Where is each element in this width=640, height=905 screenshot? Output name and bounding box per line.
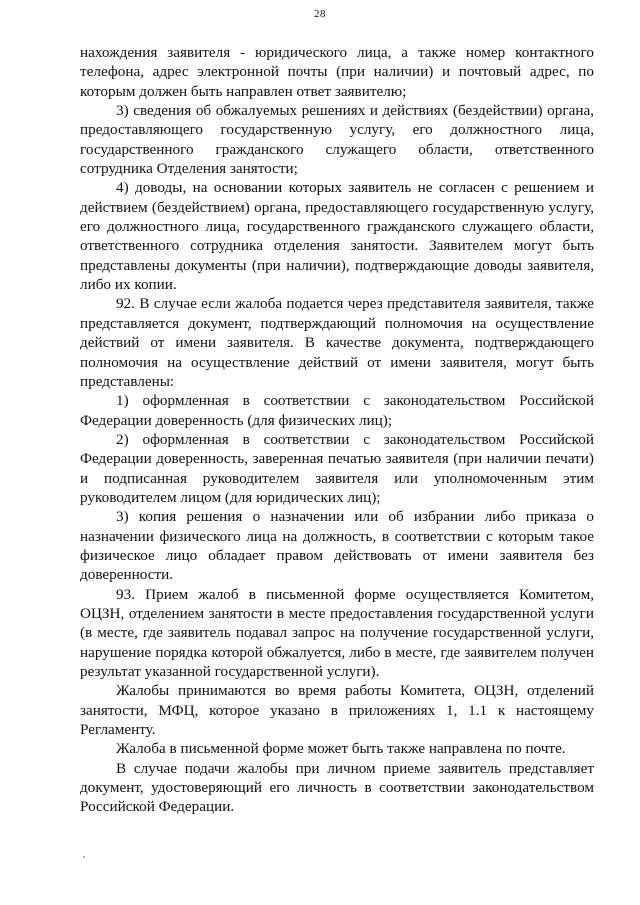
- paragraph-identity-document: В случае подачи жалобы при личном приеме заявитель представляет документ, удостоверяющий его личность в соответствии законодательством Российской Федерации.: [80, 759, 594, 816]
- paragraph-item-4-arguments: 4) доводы, на основании которых заявитель не согласен с решением и действием (бездействием) органа, предоставляющего государственную услугу, его должностного лица, государственного гражданского служащего области, ответственного сотрудника отделения занятости. Заявителем могут быть представлены документы (при наличии), подтверждающие доводы заявителя, либо их копии.: [80, 179, 594, 294]
- paragraph-92-item-2: 2) оформленная в соответствии с законодательством Российской Федерации доверенность, заверенная печатью заявителя (при наличии печати) и подписанная руководителем заявителя или уполномоченным этим руководителем лицом (для юридических лиц);: [80, 430, 594, 506]
- paragraph-working-hours: Жалобы принимаются во время работы Комитета, ОЦЗН, отделений занятости, МФЦ, которое указано в приложениях 1, 1.1 к настоящему Регламенту.: [80, 682, 594, 739]
- paragraph-92-representative: 92. В случае если жалоба подается через представителя заявителя, также представляется документ, подтверждающий полномочия на осуществление действий от имени заявителя. В качестве документа, подтверждающего полномочия на осуществление действий от имени заявителя, могут быть представлены:: [80, 295, 594, 390]
- paragraph-item-3-appealed-decisions: 3) сведения об обжалуемых решениях и действиях (бездействии) органа, предоставляющего государственную услугу, его должностного лица, государственного гражданского служащего области, ответственного сотрудника Отделения занятости;: [80, 102, 594, 178]
- page-number: 28: [314, 8, 326, 20]
- paragraph-by-mail: Жалоба в письменной форме может быть также направлена по почте.: [116, 740, 566, 758]
- scan-speck: [83, 856, 85, 858]
- paragraph-92-item-1: 1) оформленная в соответствии с законодательством Российской Федерации доверенность (для физических лиц);: [80, 392, 594, 429]
- document-body: [80, 43, 594, 817]
- paragraph-contact-continuation: нахождения заявителя - юридического лица, а также номер контактного телефона, адрес электронной почты (при наличии) и почтовый адрес, по которым должен быть направлен ответ заявителю;: [80, 44, 594, 100]
- paragraph-92-item-3: 3) копия решения о назначении или об избрании либо приказа о назначении физического лица на должность, в соответствии с которым такое физическое лицо обладает правом действовать от имени заявителя без доверенности.: [80, 508, 594, 584]
- paragraph-93-reception: 93. Прием жалоб в письменной форме осуществляется Комитетом, ОЦЗН, отделением занятости в месте предоставления государственной услуги (в месте, где заявитель подавал запрос на получение государственной услуги, нарушение порядка которой обжалуется, либо в месте, где заявителем получен результат указанной государственной услуги).: [80, 585, 594, 680]
